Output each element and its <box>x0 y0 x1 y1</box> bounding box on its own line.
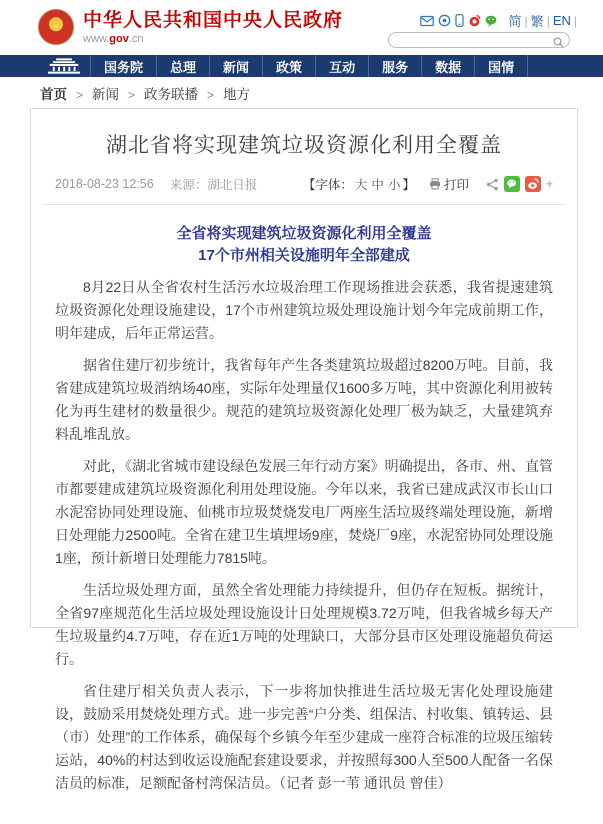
national-emblem-icon: ★ <box>38 9 74 45</box>
mail-icon[interactable] <box>420 15 434 27</box>
tiananmen-icon <box>48 58 80 74</box>
site-url: www.gov.cn <box>83 32 144 45</box>
share-weibo-icon[interactable] <box>525 176 541 192</box>
search-box <box>388 32 570 48</box>
breadcrumb-news[interactable]: 新闻 <box>92 87 120 102</box>
publish-date: 2018-08-23 12:56 <box>55 177 154 191</box>
article-title: 湖北省将实现建筑垃圾资源化利用全覆盖 <box>106 134 502 157</box>
font-size-control: 【字体： 大 中 小 】 <box>302 178 415 192</box>
language-switcher: 简 | 繁 | EN | <box>508 13 577 29</box>
nav-item-services[interactable]: 服务 <box>369 55 422 77</box>
nav-item-news[interactable]: 新闻 <box>210 55 263 77</box>
breadcrumb-current: 地方 <box>223 87 251 102</box>
article-source: 来源：湖北日报 <box>169 178 258 192</box>
main-nav <box>0 55 603 77</box>
header-right <box>388 13 578 48</box>
print-button[interactable]: 打印 <box>429 175 469 193</box>
rss-icon[interactable] <box>438 14 451 27</box>
nav-home-tiananmen-icon[interactable] <box>38 55 91 77</box>
wechat-icon[interactable] <box>485 15 499 27</box>
paragraph: 对此，《湖北省城市建设绿色发展三年行动方案》明确提出，各市、州、直管市都要建成建筑垃圾资源化利用处理设施。今年以来，我省已建成武汉市长山口水泥窑协同处理设施、仙桃市垃圾焚烧发电厂两座生活垃圾终端处理设施，新增日处理能力2500吨。全省在建卫生填埋场9座，焚烧厂9座，水泥窑协同处理设施1座，预计新增日处理能力7815吨。 <box>55 458 553 566</box>
font-size-small[interactable]: 小 <box>387 178 401 192</box>
share-group <box>481 176 553 192</box>
nav-item-premier[interactable]: 总理 <box>157 55 210 77</box>
logo-text <box>83 10 343 45</box>
search-input[interactable] <box>397 33 549 47</box>
lang-simplified[interactable]: 简 <box>508 14 522 29</box>
weibo-icon[interactable] <box>468 14 481 27</box>
nav-item-interact[interactable]: 互动 <box>316 55 369 77</box>
article-box <box>30 108 578 791</box>
article-subheadline: 全省将实现建筑垃圾资源化利用全覆盖 17个市州相关设施明年全部建成 <box>176 225 432 264</box>
nav-item-country[interactable]: 国情 <box>475 55 528 77</box>
site-logo[interactable] <box>38 9 343 45</box>
mobile-icon[interactable] <box>455 14 464 27</box>
share-more-button[interactable]: + <box>545 177 553 191</box>
site-header <box>0 0 603 55</box>
lang-traditional[interactable]: 繁 <box>530 14 544 29</box>
article-meta-row <box>31 174 577 194</box>
quick-links-row <box>388 13 578 28</box>
font-size-large[interactable]: 大 <box>354 178 368 192</box>
printer-icon <box>429 178 441 190</box>
source-link: 湖北日报 <box>207 178 258 192</box>
paragraph: 据省住建厅初步统计，我省每年产生各类建筑垃圾超过8200万吨。目前，我省建成建筑垃圾消纳场40座，实际年处理量仅1600多万吨，其中资源化利用被转化为再生建材的数量很少。规范的建筑垃圾资源化处理厂极为缺乏，大量建筑弃料乱堆乱放。 <box>55 357 553 442</box>
lang-english[interactable]: EN <box>552 13 571 28</box>
font-size-medium[interactable]: 中 <box>371 178 384 192</box>
breadcrumb <box>0 77 603 108</box>
site-title: 中华人民共和国中央人民政府 <box>83 9 344 31</box>
share-wechat-icon[interactable] <box>504 176 520 192</box>
nav-item-data[interactable]: 数据 <box>422 55 475 77</box>
breadcrumb-separator: > <box>76 88 84 102</box>
nav-item-state-council[interactable]: 国务院 <box>91 55 157 77</box>
breadcrumb-home[interactable]: 首页 <box>40 87 67 102</box>
meta-divider <box>45 204 563 205</box>
paragraph: 省住建厅相关负责人表示，下一步将加快推进生活垃圾无害化处理设施建设，鼓励采用焚烧处理方式。进一步完善“户分类、组保洁、村收集、镇转运、县（市）处理”的工作体系，确保每个乡镇今年至少建成一座符合标准的垃圾压缩转运站，40%的村达到收运设施配套建设要求，并按照每300人至500人配备一名保洁员的标准，足额配备村湾保洁员。（记者 彭一苇 通讯员 曾佳） <box>55 683 553 791</box>
nav-item-policy[interactable]: 政策 <box>263 55 316 77</box>
share-icon[interactable] <box>486 178 499 191</box>
search-icon[interactable] <box>553 35 564 53</box>
article-body <box>31 207 577 824</box>
breadcrumb-separator: > <box>207 88 215 102</box>
paragraph: 生活垃圾处理方面，虽然全省处理能力持续提升，但仍存在短板。据统计，全省97座规范化生活垃圾处理设施设计日处理规模3.72万吨，但我省城乡每天产生垃圾量约4.7万吨，存在近1万吨的处理缺口，大部分县市区处理设施超负荷运行。 <box>55 582 553 667</box>
article-tools <box>303 175 553 193</box>
paragraph: 8月22日从全省农村生活污水垃圾治理工作现场推进会获悉，我省提速建筑垃圾资源化处理设施建设，17个市州建筑垃圾处理设施计划今年完成前期工作，明年建成，后年正常运营。 <box>55 279 553 341</box>
breadcrumb-separator: > <box>128 88 136 102</box>
breadcrumb-govlive[interactable]: 政务联播 <box>144 87 199 102</box>
